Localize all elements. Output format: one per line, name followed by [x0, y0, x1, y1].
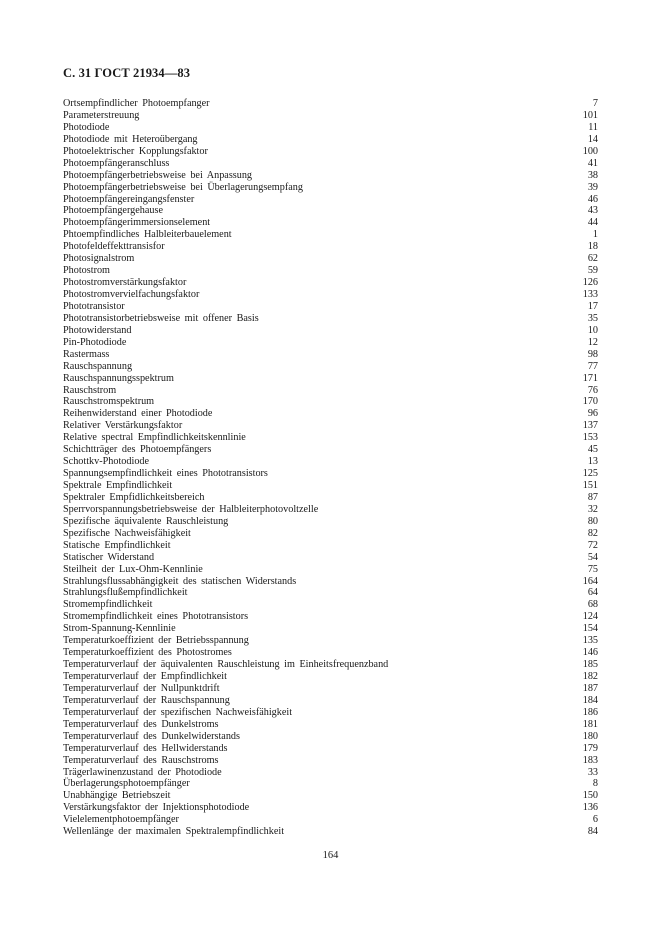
index-page-ref: 14	[587, 133, 598, 145]
index-page-ref: 185	[582, 659, 598, 671]
index-page-ref: 45	[587, 444, 598, 456]
index-page-ref: 76	[587, 384, 598, 396]
index-page-ref: 18	[587, 241, 598, 253]
index-page-ref: 133	[582, 289, 598, 300]
index-entry	[63, 552, 598, 564]
index-page-ref: 98	[587, 348, 598, 360]
index-entry	[63, 778, 598, 790]
index-entry	[63, 373, 598, 385]
index-page-ref: 46	[587, 193, 598, 205]
index-page-ref: 179	[582, 742, 598, 754]
index-entry	[63, 564, 598, 576]
index-entry	[63, 480, 598, 492]
index-page-ref: 43	[587, 205, 598, 217]
index-page-ref: 1	[592, 229, 598, 241]
index-entry	[63, 408, 598, 420]
index-term: Temperaturverlauf der Nullpunktdrift	[63, 682, 220, 694]
index-entry	[63, 277, 598, 289]
index-entry	[63, 337, 598, 349]
index-page-ref: 75	[587, 563, 598, 575]
index-entry	[63, 110, 598, 122]
index-page-ref: 80	[587, 515, 598, 527]
index-page-ref: 181	[582, 718, 598, 730]
index-term: Rauschstromspektrum	[63, 396, 155, 408]
index-term: Stromempfindlichkeit eines Phototransistors	[63, 611, 249, 623]
index-term: Spannungsempfindlichkeit eines Phototransistors	[63, 468, 268, 480]
index-page-ref: 64	[587, 587, 598, 599]
index-entry	[63, 325, 598, 337]
index-list	[63, 98, 598, 838]
index-entry	[63, 802, 598, 814]
index-term: Photodiode	[63, 121, 110, 133]
index-page-ref: 35	[587, 312, 598, 324]
index-term: Rauschspannungsspektrum	[63, 372, 174, 384]
index-page-ref: 62	[587, 253, 598, 265]
index-term: Temperaturverlauf des Rauschstroms	[63, 754, 219, 766]
index-entry	[63, 289, 598, 301]
index-page-ref: 154	[582, 623, 598, 635]
index-term: Rastermass	[63, 348, 110, 360]
index-page-ref: 124	[582, 611, 598, 623]
index-page-ref: 137	[582, 420, 598, 432]
index-page-ref: 8	[592, 778, 598, 790]
index-page-ref: 146	[582, 647, 598, 659]
index-term: Photostromverstärkungsfaktor	[63, 277, 187, 289]
index-entry	[63, 456, 598, 468]
index-term: Strom-Spannung-Kennlinie	[63, 623, 176, 635]
index-page-ref: 164	[582, 575, 598, 587]
index-entry	[63, 587, 598, 599]
index-entry	[63, 683, 598, 695]
index-entry	[63, 790, 598, 802]
index-entry	[63, 98, 598, 110]
index-term: Relativer Verstärkungsfaktor	[63, 420, 183, 432]
index-page-ref: 170	[582, 396, 598, 408]
index-term: Temperaturverlauf der Rauschspannung	[63, 694, 230, 706]
index-term: Photoempfängerimmersionselement	[63, 217, 211, 229]
index-entry	[63, 396, 598, 408]
index-entry	[63, 468, 598, 480]
index-entry	[63, 755, 598, 767]
index-page-ref: 13	[587, 456, 598, 468]
index-entry	[63, 122, 598, 134]
index-term: Temperaturverlauf der spezifischen Nachweisfähigkeit	[63, 706, 293, 718]
index-term: Photodiode mit Heteroübergang	[63, 133, 198, 145]
index-page-ref: 87	[587, 491, 598, 503]
index-term: Spektrale Empfindlichkeit	[63, 480, 173, 491]
index-term: Strahlungsflussabhängigkeit des statischen Widerstands	[63, 575, 297, 587]
index-term: Strahlungsflußempfindlichkeit	[63, 587, 188, 599]
index-entry	[63, 659, 598, 671]
index-entry	[63, 444, 598, 456]
index-entry	[63, 504, 598, 516]
index-page-ref: 7	[592, 98, 598, 109]
index-term: Reihenwiderstand einer Photodiode	[63, 408, 213, 420]
index-entry	[63, 707, 598, 719]
index-page-ref: 41	[587, 157, 598, 169]
index-term: Ortsempfindlicher Photoempfanger	[63, 98, 210, 109]
index-entry	[63, 695, 598, 707]
index-entry	[63, 265, 598, 277]
index-entry	[63, 420, 598, 432]
index-page-ref: 126	[582, 277, 598, 289]
index-entry	[63, 253, 598, 265]
index-entry	[63, 743, 598, 755]
index-page-ref: 38	[587, 169, 598, 181]
index-page-ref: 39	[587, 181, 598, 193]
index-term: Photostromvervielfachungsfaktor	[63, 289, 200, 300]
index-entry	[63, 182, 598, 194]
index-page-ref: 180	[582, 730, 598, 742]
index-term: Statische Empfindlichkeit	[63, 539, 171, 551]
index-term: Relative spectral Empfindlichkeitskennlinie	[63, 432, 246, 444]
index-page-ref: 32	[587, 503, 598, 515]
index-page-ref: 82	[587, 527, 598, 539]
index-term: Temperaturverlauf des Dunkelwiderstands	[63, 730, 240, 742]
index-term: Temperaturkoeffizient des Photostromes	[63, 647, 232, 659]
index-page-ref: 125	[582, 468, 598, 480]
index-term: Photoempfängergehause	[63, 205, 163, 217]
index-page-ref: 151	[582, 480, 598, 491]
index-page-ref: 68	[587, 599, 598, 611]
index-term: Temperaturverlauf des Dunkelstroms	[63, 718, 219, 730]
index-term: Phototransistorbetriebsweise mit offener Basis	[63, 312, 259, 324]
index-entry	[63, 492, 598, 504]
index-page-ref: 6	[592, 814, 598, 826]
index-term: Pin-Photodiode	[63, 336, 127, 348]
index-entry	[63, 146, 598, 158]
index-page-ref: 171	[582, 372, 598, 384]
index-page-ref: 182	[582, 671, 598, 682]
index-entry	[63, 719, 598, 731]
page-header: С. 31 ГОСТ 21934—83	[63, 66, 191, 80]
index-page-ref: 10	[587, 324, 598, 336]
index-entry	[63, 432, 598, 444]
page-number: 164	[322, 850, 339, 861]
index-entry	[63, 540, 598, 552]
index-entry	[63, 623, 598, 635]
index-page-ref: 150	[582, 790, 598, 802]
index-entry	[63, 385, 598, 397]
index-term: Rauschstrom	[63, 384, 117, 396]
index-page-ref: 59	[587, 265, 598, 277]
index-term: Wellenlänge der maximalen Spektralempfindlichkeit	[63, 826, 285, 838]
index-page-ref: 12	[587, 336, 598, 348]
index-term: Temperaturverlauf der äquivalenten Rauschleistung im Einheitsfrequenzband	[63, 659, 389, 671]
index-entry	[63, 349, 598, 361]
index-entry	[63, 611, 598, 623]
index-entry	[63, 205, 598, 217]
index-entry	[63, 647, 598, 659]
index-entry	[63, 576, 598, 588]
index-term: Verstärkungsfaktor der Injektionsphotodiode	[63, 802, 250, 814]
index-term: Überlagerungsphotoempfänger	[63, 778, 190, 790]
index-term: Schichtträger des Photoempfängers	[63, 444, 212, 456]
index-page-ref: 33	[587, 766, 598, 778]
index-entry	[63, 826, 598, 838]
index-term: Photoempfängerbetriebsweise bei Überlagerungsempfang	[63, 181, 303, 193]
index-entry	[63, 516, 598, 528]
index-page-ref: 54	[587, 551, 598, 563]
index-entry	[63, 767, 598, 779]
index-entry	[63, 814, 598, 826]
index-page-ref: 153	[582, 432, 598, 444]
index-page-ref: 187	[582, 682, 598, 694]
index-term: Sperrvorspannungsbetriebsweise der Halbleiterphotovoltzelle	[63, 503, 319, 515]
index-term: Photosignalstrom	[63, 253, 135, 265]
index-term: Trägerlawinenzustand der Photodiode	[63, 766, 222, 778]
index-page-ref: 11	[588, 121, 598, 133]
index-term: Steilheit der Lux-Ohm-Kennlinie	[63, 563, 203, 575]
index-page-ref: 135	[582, 635, 598, 647]
index-page-ref: 72	[587, 539, 598, 551]
index-term: Temperaturverlauf des Hellwiderstands	[63, 742, 228, 754]
index-entry	[63, 134, 598, 146]
index-page-ref: 77	[587, 360, 598, 372]
index-entry	[63, 241, 598, 253]
index-term: Photostrom	[63, 265, 110, 277]
index-term: Statischer Widerstand	[63, 551, 155, 563]
index-term: Spektraler Empfidlichkeitsbereich	[63, 491, 205, 503]
index-entry	[63, 217, 598, 229]
index-page-ref: 44	[587, 217, 598, 229]
index-term: Rauschspannung	[63, 360, 133, 372]
index-term: Spezifische Nachweisfähigkeit	[63, 527, 191, 539]
index-term: Photofeldeffekttransisfor	[63, 241, 165, 253]
index-page-ref: 84	[587, 826, 598, 838]
index-term: Phtoempfindliches Halbleiterbauelement	[63, 229, 232, 241]
index-term: Photoempfängerbetriebsweise bei Anpassung	[63, 169, 253, 181]
index-entry	[63, 671, 598, 683]
index-entry	[63, 731, 598, 743]
index-term: Temperaturverlauf der Empfindlichkeit	[63, 671, 227, 682]
index-entry	[63, 170, 598, 182]
index-page-ref: 100	[582, 145, 598, 157]
index-entry	[63, 158, 598, 170]
index-term: Schottkv-Photodiode	[63, 456, 150, 468]
index-page-ref: 186	[582, 706, 598, 718]
index-term: Spezifische äquivalente Rauschleistung	[63, 515, 229, 527]
index-term: Vielelementphotoempfänger	[63, 814, 179, 826]
index-page-ref: 17	[587, 300, 598, 312]
index-term: Photoelektrischer Kopplungsfaktor	[63, 145, 208, 157]
index-term: Photowiderstand	[63, 324, 132, 336]
index-term: Photoempfängereingangsfenster	[63, 193, 195, 205]
index-term: Temperaturkoeffizient der Betriebsspannung	[63, 635, 249, 647]
index-entry	[63, 229, 598, 241]
index-entry	[63, 635, 598, 647]
index-entry	[63, 194, 598, 206]
index-term: Phototransistor	[63, 300, 125, 312]
index-page-ref: 184	[582, 694, 598, 706]
index-entry	[63, 301, 598, 313]
index-term: Unabhängige Betriebszeit	[63, 790, 171, 802]
index-page-ref: 136	[582, 802, 598, 814]
index-entry	[63, 313, 598, 325]
index-page-ref: 183	[582, 754, 598, 766]
index-entry	[63, 361, 598, 373]
index-entry	[63, 599, 598, 611]
index-entry	[63, 528, 598, 540]
index-term: Parameterstreuung	[63, 109, 140, 121]
index-page-ref: 96	[587, 408, 598, 420]
index-page-ref: 101	[582, 109, 598, 121]
index-term: Stromempfindlichkeit	[63, 599, 153, 611]
index-term: Photoempfängeranschluss	[63, 157, 170, 169]
